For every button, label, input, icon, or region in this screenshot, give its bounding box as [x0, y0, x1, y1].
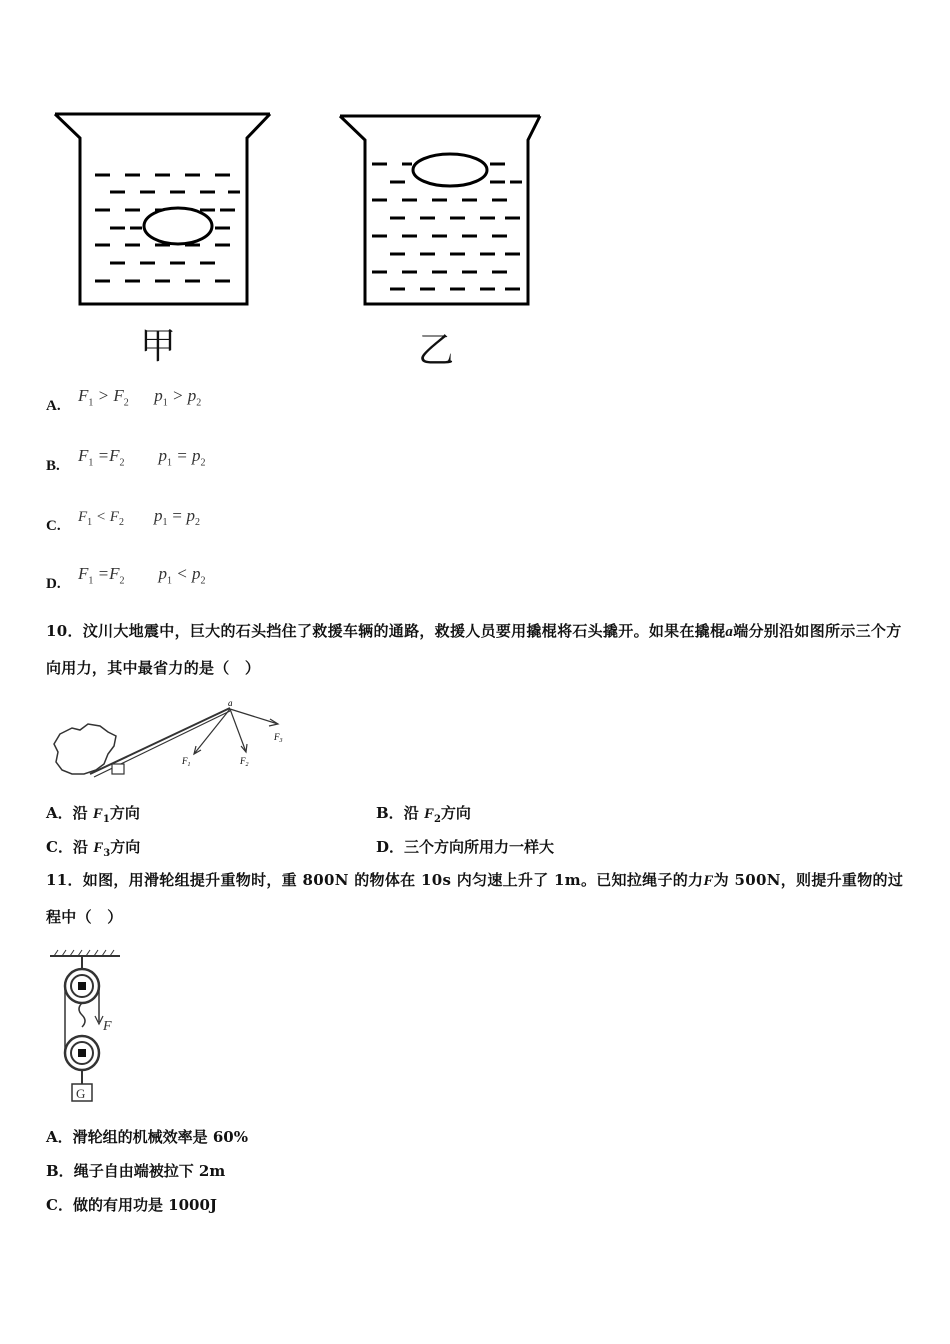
- q11-number: 11．: [46, 871, 83, 889]
- force-f-label: F: [103, 1019, 112, 1034]
- option-letter: B.: [46, 458, 60, 474]
- f2-label: $F_2$: [240, 756, 249, 768]
- fulcrum-stone: [112, 764, 124, 774]
- pulley-figure: [46, 948, 126, 1104]
- q10-option-d[interactable]: D．三个方向所用力一样大: [376, 838, 555, 856]
- force-arrows: [194, 709, 278, 754]
- option-formula: $F_1 =F_2$ $p_1 = p_2$: [78, 446, 206, 469]
- point-a-label: a: [228, 698, 233, 708]
- q11-text: 11．如图，用滑轮组提升重物时，重 800N 的物体在 10s 内匀速上升了 1m。已知拉绳子的力F为 500N，则提升重物的过程中（ ）: [46, 871, 904, 926]
- option-formula: $F_1 > F_2$ $p_1 > p_2$: [78, 386, 202, 409]
- q11-option-c[interactable]: C．做的有用功是 1000J: [46, 1196, 218, 1214]
- option-letter: A.: [46, 398, 61, 414]
- f1-label: $F_1$: [182, 756, 191, 768]
- q11-option-b[interactable]: B．绳子自由端被拉下 2m: [46, 1162, 226, 1180]
- label-yi: 乙: [418, 330, 455, 371]
- object-jia: [144, 208, 212, 244]
- q9-option-c[interactable]: [46, 506, 346, 536]
- object-yi: [413, 154, 487, 186]
- option-letter: C.: [46, 518, 61, 534]
- q9-option-a[interactable]: [46, 386, 346, 416]
- beaker-yi: [340, 116, 540, 304]
- crowbar-figure: [50, 698, 295, 782]
- fixed-pulley: [65, 969, 99, 1003]
- f3-label: $F_3$: [274, 732, 283, 744]
- q10-option-a[interactable]: A．沿 $F_1$方向: [46, 804, 140, 825]
- label-jia: 甲: [140, 326, 177, 367]
- q9-option-d[interactable]: [46, 564, 346, 594]
- option-letter: D.: [46, 576, 61, 592]
- option-formula: $F_1 =F_2$ $p_1 < p_2$: [78, 564, 206, 587]
- q10-option-c[interactable]: C．沿 $F_3$方向: [46, 838, 141, 859]
- q10-option-b[interactable]: B．沿 $F_2$方向: [376, 804, 471, 825]
- q11-option-a[interactable]: A．滑轮组的机械效率是 60%: [46, 1128, 248, 1146]
- q10-text: 10．汶川大地震中，巨大的石头挡住了救援车辆的通路，救援人员要用撬棍将石头撬开。如果在撬棍a端分别沿如图所示三个方向用力，其中最省力的是（ ）: [46, 622, 902, 677]
- option-formula: $F_1 < F_2$ $p_1 = p_2$: [78, 506, 200, 528]
- movable-pulley: [65, 1036, 99, 1070]
- weight-g-label: G: [76, 1086, 86, 1101]
- beakers-figure: [50, 108, 550, 370]
- q9-option-b[interactable]: [46, 446, 346, 476]
- q10-number: 10．: [46, 622, 83, 640]
